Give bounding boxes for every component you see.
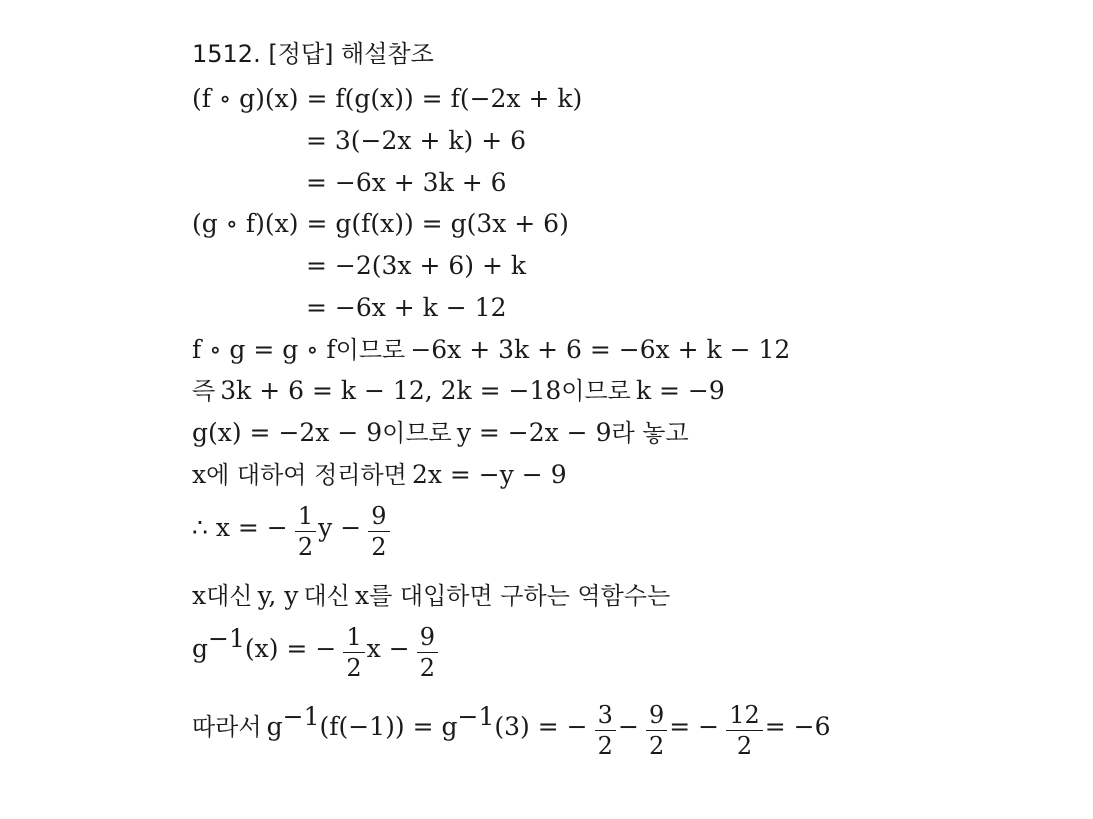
fog-line-1: (f ∘ g)(x) = f(g(x)) = f(−2x + k)	[192, 84, 583, 113]
swap-var-3: x	[354, 581, 370, 610]
fraction-nine-half-3: $\frac{9}{2}$	[646, 703, 667, 758]
k-text-1: 즉	[192, 377, 216, 405]
fog-line-3: = −6x + 3k + 6	[306, 168, 507, 197]
k-math-1: 3k + 6 = k − 12, 2k = −18	[220, 376, 562, 405]
fog-line-2: = 3(−2x + k) + 6	[306, 126, 526, 155]
rearrange-math: 2x = −y − 9	[411, 460, 567, 489]
rearrange-line	[192, 462, 567, 487]
final-sup-2: −1	[457, 702, 495, 731]
final-minus: −	[617, 712, 639, 741]
swap-var-2: y, y	[257, 581, 299, 610]
gof-line-2: = −2(3x + 6) + k	[306, 251, 526, 280]
fraction-nine-half-2: $\frac{9}{2}$	[417, 625, 438, 680]
therefore-y: y −	[318, 513, 362, 542]
inverse-x: x −	[366, 634, 410, 663]
swap-var-1: x	[192, 581, 207, 610]
swap-text-3: 를 대입하면 구하는 역함수는	[369, 582, 671, 610]
g-math-2: y = −2x − 9	[456, 418, 612, 447]
equality-rest: −6x + 3k + 6 = −6x + k − 12	[410, 335, 791, 364]
inverse-line	[192, 625, 440, 680]
swap-text-2: 대신	[303, 582, 350, 610]
g-math-1: g(x) = −2x − 9	[192, 418, 383, 447]
gof-line-3: = −6x + k − 12	[306, 293, 507, 322]
fraction-twelve-half: $\frac{12}{2}$	[726, 703, 763, 758]
equality-line	[192, 337, 790, 362]
g-text-2: 라 놓고	[611, 419, 689, 447]
final-mid-2: (3) = −	[494, 712, 588, 741]
final-sup-1: −1	[282, 702, 320, 731]
g-text-1: 이므로	[382, 419, 452, 447]
final-text: 따라서	[192, 713, 262, 741]
final-result: = −6	[764, 712, 831, 741]
problem-title: 1512. [정답] 해설참조	[192, 40, 434, 68]
k-solve-line	[192, 378, 725, 403]
g-set-line	[192, 420, 689, 445]
equality-text: 이므로	[335, 336, 406, 364]
fraction-nine-half: $\frac{9}{2}$	[368, 504, 389, 559]
rearrange-var: x	[192, 460, 207, 489]
gof-line-1: (g ∘ f)(x) = g(f(x)) = g(3x + 6)	[192, 209, 569, 238]
final-g1: g	[266, 712, 283, 741]
fraction-one-half: $\frac{1}{2}$	[295, 504, 316, 559]
k-text-2: 이므로	[561, 377, 631, 405]
fraction-one-half-2: $\frac{1}{2}$	[343, 625, 364, 680]
final-line	[192, 703, 831, 758]
inverse-sup: −1	[208, 624, 245, 653]
inverse-g: g	[192, 634, 209, 663]
fraction-three-half: $\frac{3}{2}$	[595, 703, 616, 758]
final-eq: = −	[669, 712, 720, 741]
inverse-lead: (x) = −	[244, 634, 337, 663]
therefore-line	[192, 504, 392, 559]
therefore-lead: ∴ x = −	[192, 513, 288, 542]
equality-math: f ∘ g = g ∘ f	[192, 335, 336, 364]
swap-line	[192, 583, 670, 608]
k-math-2: k = −9	[635, 376, 725, 405]
rearrange-text: 에 대하여 정리하면	[206, 461, 407, 489]
final-mid: (f(−1)) = g	[319, 712, 458, 741]
swap-text-1: 대신	[206, 582, 253, 610]
